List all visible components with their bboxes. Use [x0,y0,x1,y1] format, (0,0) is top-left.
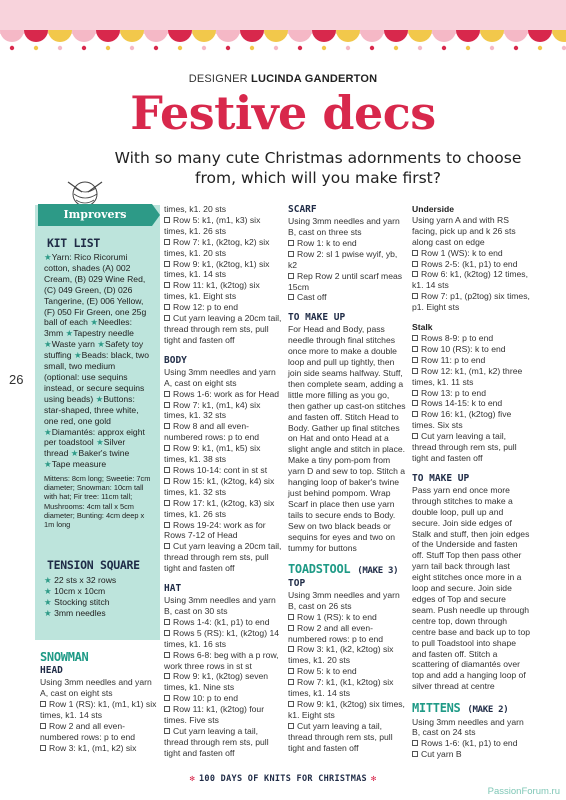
pattern-row [164,726,282,759]
row-text: Cut yarn B [421,749,462,760]
tension-list [44,575,152,619]
pattern-row [164,628,282,650]
checkbox-icon[interactable] [288,646,294,652]
bunting-dot [202,46,206,50]
pattern-row [164,498,282,520]
pattern-row [164,313,282,346]
row-text: Rows 19-24: work as for Rows 7-12 of Head [164,519,266,541]
checkbox-icon[interactable] [164,728,170,734]
checkbox-icon[interactable] [412,346,418,352]
star-icon: ★ [44,459,52,470]
checkbox-icon[interactable] [412,368,418,374]
pattern-row [412,248,530,259]
pattern-row [412,333,530,344]
row-continuation: times, k1. 20 sts [164,204,227,214]
kit-item: Safety toy stuffing [44,339,144,361]
star-icon: ★ [97,339,105,350]
pattern-row [288,612,406,623]
page-subtitle: With so many cute Christmas adornments to choose from, which will you make first? [114,149,522,188]
snowman-section [40,650,160,754]
bunting-band [0,0,566,34]
row-text: Row 3: k1, (k2, k2tog) six times, k1. 20 sts [288,644,394,666]
checkbox-icon[interactable] [412,357,418,363]
pattern-row [164,476,282,498]
checkbox-icon[interactable] [164,304,170,310]
checkbox-icon[interactable] [164,445,170,451]
bunting-dot [106,46,110,50]
row-text: Rows 14-15: k to end [421,398,503,409]
bunting-flag [456,30,480,42]
head-intro: Using 3mm needles and yarn A, cast on eight sts [40,677,152,699]
pattern-row [412,749,530,760]
pattern-row [288,271,406,293]
pattern-row [412,269,530,291]
page-footer [0,774,566,785]
bunting-dot [274,46,278,50]
make-up-heading: TO MAKE UP [288,312,346,324]
tension-item: 3mm needles [54,607,106,618]
row-text: Cut yarn leaving a tail, thread through rem sts, pull tight and fasten off [164,726,269,758]
stalk-heading: Stalk [412,322,433,333]
pattern-row [412,259,530,270]
bunting-dot [538,46,542,50]
checkbox-icon[interactable] [412,400,418,406]
row-text: Row 12: k1, (m1, k2) three times, k1. 11 sts [412,365,523,387]
checkbox-icon[interactable] [164,619,170,625]
snowman-heading: SNOWMAN [40,650,89,664]
star-icon: ★ [44,339,52,350]
checkbox-icon[interactable] [412,261,418,267]
row-text: Rows 5 (RS): k1, (k2tog) 14 times, k1. 16 sts [164,627,280,649]
checkbox-icon[interactable] [164,467,170,473]
pattern-row [164,693,282,704]
pattern-row [164,520,282,542]
pattern-row [412,344,530,355]
star-icon: ★ [70,448,79,459]
row-text: Row 10: p to end [173,693,238,704]
pattern-row [412,291,530,313]
row-text: Row 7: k1, (m1, k4) six times, k1. 32 sts [164,399,261,421]
underside-heading: Underside [412,204,455,214]
kit-item: Needles: 3mm [44,317,132,339]
row-text: Row 5: k1, (m1, k3) six times, k1. 26 sts [164,214,261,236]
row-text: Row 11: p to end [421,354,486,365]
scarf-heading: SCARF [288,204,317,215]
checkbox-icon[interactable] [164,706,170,712]
pattern-row [40,721,160,743]
pattern-row [412,398,530,409]
checkbox-icon[interactable] [40,745,46,751]
bunting-flag [336,30,360,42]
row-text: Row 12: p to end [173,302,238,313]
make-up-text: Pass yarn end once more through stitches to make a double loop, pull up and secure. Join side edges of Stalk and stuff, then join edges of the Underside and fasten off. Stuff Top then pass other yarn tail back through last eight stitches once more in a loop and secure. Join side edges of Top and secure seam. Push needle up through centre top, down through centre base and back up to top to pull Toadstool into shape and fasten off. Stitch a scattering of diamantés over top and add a hanging loop of silver thread at centre [412,484,531,692]
bunting-flag [288,30,312,42]
row-text: Row 1 (RS): k to end [297,611,377,622]
kit-item: Waste yarn [51,339,95,350]
bunting-flag [384,30,408,42]
row-text: Row 6: k1, (k2tog) 12 times, k1. 14 sts [412,269,528,291]
checkbox-icon[interactable] [412,250,418,256]
bunting-dot [154,46,158,50]
pattern-row [164,443,282,465]
snowflake-icon: ✻ [370,774,377,784]
body-intro: Using 3mm needles and yarn A, cast on eight sts [164,366,276,388]
checkbox-icon[interactable] [40,723,46,729]
row-text: Row 3: k1, (m1, k2) six [49,742,137,753]
bunting-flag [552,30,566,42]
checkbox-icon[interactable] [164,500,170,506]
pattern-row [164,421,282,443]
pattern-row [164,465,282,476]
row-text: Row 1 (WS): k to end [421,247,503,258]
checkbox-icon[interactable] [288,294,294,300]
checkbox-icon[interactable] [164,239,170,245]
pattern-row [288,292,406,303]
bunting-dot [82,46,86,50]
bunting-flag [432,30,456,42]
pattern-row [40,743,160,754]
checkbox-icon[interactable] [412,293,418,299]
bunting-dot [58,46,62,50]
row-text: Row 17: k1, (k2tog, k3) six times, k1. 26 sts [164,497,275,519]
bunting-dot [514,46,518,50]
kit-item: Baker's twine [78,448,130,459]
row-text: Row 9: k1, (k2tog) six times, k1. Eight sts [288,698,405,720]
bunting-flag [192,30,216,42]
pattern-row [412,388,530,399]
bunting-flag [504,30,528,42]
bunting-dot [322,46,326,50]
row-text: Row 8 and all even-numbered rows: p to end [164,421,260,443]
star-icon: ★ [44,252,52,262]
row-text: Row 5: k to end [297,666,357,677]
checkbox-icon[interactable] [412,740,418,746]
row-text: Row 2 and all even-numbered rows: p to end [40,720,136,742]
checkbox-icon[interactable] [164,478,170,484]
bunting-flag [96,30,120,42]
checkbox-icon[interactable] [288,668,294,674]
row-text: Row 1: k to end [297,237,357,248]
pattern-row [412,409,530,431]
pattern-row [288,666,406,677]
hat-intro: Using 3mm needles and yarn B, cast on 30 sts [164,595,276,617]
row-text: Rows 6-8: beg with a p row, work three rows in st st [164,649,279,671]
checkbox-icon[interactable] [164,402,170,408]
checkbox-icon[interactable] [164,217,170,223]
pattern-row [412,431,530,464]
checkbox-icon[interactable] [412,335,418,341]
row-text: Row 16: k1, (k2tog) five times. Six sts [412,409,512,431]
bunting-dot [34,46,38,50]
row-text: Rows 1-6: work as for Head [173,388,280,399]
checkbox-icon[interactable] [412,390,418,396]
row-text: Rows 1-4: (k1, p1) to end [173,616,270,627]
star-icon: ★ [44,596,52,607]
star-icon: ★ [65,328,74,339]
mittens-heading [412,701,530,716]
pattern-row [164,541,282,574]
pattern-row [412,738,530,749]
checkbox-icon[interactable] [164,652,170,658]
pattern-row [164,671,282,693]
row-text: Row 11: k1, (k2tog) six times, k1. Eight sts [164,280,260,302]
row-text: Row 2: sl 1 pwise wyif, yb, k2 [288,248,398,270]
pattern-row [164,704,282,726]
bunting-flag [216,30,240,42]
star-icon: ★ [44,585,52,596]
row-text: Rows 1-6: (k1, p1) to end [421,738,518,749]
kit-item: Tapestry needle [73,328,134,339]
bunting-dot [346,46,350,50]
pattern-row [164,302,282,313]
row-text: Row 7: p1, (p2tog) six times, p1. Eight sts [412,291,530,313]
checkbox-icon[interactable] [164,695,170,701]
tension-heading: TENSION SQUARE [47,558,140,572]
bunting-flag [120,30,144,42]
snowflake-icon: ✻ [189,774,196,784]
pattern-row [164,215,282,237]
row-text: Rows 10-14: cont in st st [173,465,268,475]
pattern-row [164,237,282,259]
bunting-flag [0,30,24,42]
bunting-flag [144,30,168,42]
checkbox-icon[interactable] [412,751,418,757]
bunting-dot [130,46,134,50]
pattern-row [288,721,406,754]
make-up-heading: TO MAKE UP [412,472,470,484]
pattern-row [164,400,282,422]
column-4 [412,204,530,760]
bunting-dot [418,46,422,50]
kit-yarn: Yarn: Rico Ricorumi cotton, shades (A) 002 Cream, (B) 029 Wine Red, (C) 049 Green, (D) 026 Tangerine, (E) 006 Yellow, (F) 050 Fir Green, one 25g ball of each [44,252,147,328]
bunting-flag [240,30,264,42]
bunting-flag [168,30,192,42]
row-text: Cast off [297,292,327,303]
row-text: Row 9: k1, (m1, k5) six times, k1. 38 sts [164,443,261,465]
kit-item: Silver thread [44,437,126,459]
row-text: Row 7: k1, (k2tog, k2) six times, k1. 20 sts [164,236,270,258]
tension-item: Stocking stitch [54,596,110,607]
checkbox-icon[interactable] [288,614,294,620]
head-heading: HEAD [40,665,63,677]
checkbox-icon[interactable] [288,273,294,279]
bunting-dot [178,46,182,50]
designer-name: LUCINDA GANDERTON [251,73,378,85]
bunting-dot [298,46,302,50]
bunting-dot [442,46,446,50]
row-text: Row 2 and all even-numbered rows: p to end [288,622,384,644]
pattern-row [288,644,406,666]
page-number: 26 [9,372,24,387]
row-text: Rows 2-5: (k1, p1) to end [421,258,518,269]
row-text: Cut yarn leaving a 20cm tail, thread through rem sts, pull tight and fasten off [164,313,282,345]
pattern-row [288,677,406,699]
pattern-row [288,249,406,271]
bunting-flag [408,30,432,42]
footer-text: 100 DAYS OF KNITS FOR CHRISTMAS [199,774,367,784]
row-text: Row 11: k1, (k2tog) four times. Five sts [164,704,265,726]
mittens-count: (MAKE 2) [467,705,509,716]
pattern-row [412,366,530,388]
pattern-row [164,650,282,672]
watermark: PassionForum.ru [487,786,560,797]
star-icon: ★ [96,437,104,448]
checkbox-icon[interactable] [288,625,294,631]
designer-prefix: DESIGNER [188,73,248,85]
checkbox-icon[interactable] [288,701,294,707]
checkbox-icon[interactable] [40,701,46,707]
checkbox-icon[interactable] [164,282,170,288]
checkbox-icon[interactable] [288,723,294,729]
row-text: Row 9: k1, (k2tog, k1) six times, k1. 14 sts [164,258,270,280]
bunting-flag [312,30,336,42]
row-text: Rows 8-9: p to end [421,332,494,343]
bunting-dot [394,46,398,50]
bunting-flag [528,30,552,42]
pattern-row [288,699,406,721]
bunting-dot [250,46,254,50]
checkbox-icon[interactable] [164,522,170,528]
star-icon: ★ [90,317,99,328]
column-3 [288,204,406,753]
mittens-intro: Using 3mm needles and yarn B, cast on 24 sts [412,716,524,738]
pattern-row [288,623,406,645]
checkbox-icon[interactable] [412,271,418,277]
bunting-flag [360,30,384,42]
bunting-dot [10,46,14,50]
bunting-dot [466,46,470,50]
bunting-flag [480,30,504,42]
star-icon: ★ [44,575,52,585]
row-text: Row 15: k1, (k2tog, k4) six times, k1. 32 sts [164,475,275,497]
mittens-title: MITTENS [412,701,461,716]
kit-item: Beads: black, two small, two medium (optional: use sequins instead, or secure sequins using beads) [44,350,150,404]
bunting-dot [370,46,374,50]
page-title: Festive decs [130,86,436,140]
checkbox-icon[interactable] [164,673,170,679]
tension-item: 22 sts x 32 rows [54,575,117,585]
star-icon: ★ [73,350,82,361]
kit-list-heading: KIT LIST [47,236,100,250]
row-text: Row 9: k1, (k2tog) seven times, k1. Nine sts [164,671,269,693]
column-2 [164,204,282,759]
bunting-dot [562,46,566,50]
pattern-row [164,617,282,628]
underside-intro: Using yarn A and with RS facing, pick up and k 26 sts along cast on edge [412,214,516,247]
scarf-intro: Using 3mm needles and yarn B, cast on three sts [288,216,400,237]
bunting-flag [48,30,72,42]
hat-heading: HAT [164,583,182,595]
kit-item: Buttons: star-shaped, three white, one red, one gold [44,393,139,426]
row-text: Cut yarn leaving a tail, thread through rem sts, pull tight and fasten off [288,720,393,753]
bunting-flag [72,30,96,42]
kit-item: Diamantés: approx eight per toadstool [44,426,145,448]
checkbox-icon[interactable] [164,391,170,397]
bunting-dot [226,46,230,50]
star-icon: ★ [44,426,52,437]
top-heading: TOP [288,577,306,589]
body-heading: BODY [164,354,187,366]
toadstool-count: (MAKE 3) [357,566,399,577]
star-icon: ★ [44,607,52,618]
pattern-row [40,699,160,721]
checkbox-icon[interactable] [288,251,294,257]
pattern-row [164,259,282,281]
pattern-row [164,389,282,400]
checkbox-icon[interactable] [288,679,294,685]
pattern-row [288,238,406,249]
checkbox-icon[interactable] [164,261,170,267]
checkbox-icon[interactable] [412,433,418,439]
checkbox-icon[interactable] [164,630,170,636]
pattern-row [412,355,530,366]
top-intro: Using 3mm needles and yarn B, cast on 26 sts [288,589,400,611]
kit-item: Tape measure [51,459,107,470]
checkbox-icon[interactable] [164,543,170,549]
finished-sizes: Mittens: 8cm long; Sweetie: 7cm diameter; Snowman: 10cm tall with hat; Fir tree: 11cm tall; Mushrooms: 4cm tall x 5cm diameter; Bunting: 4cm deep x 1m long [44,474,151,529]
make-up-text: For Head and Body, pass needle through final stitches once more to make a double loop and pull up tightly, then join side seams halfway. Stuff, then complete seam, adding a little more filling as you go, then gather up cast-on stitches and fasten off. Stitch Head to Body. Gather up final stitches on Hat and onto Head at a slight angle and stitch in place. Make a tiny pom-pom from yarn D and sew to top. Stitch a hanging loop of baker's twine just behind pompom. Wrap Scarf in place then use yarn tails to secure ends to Body. Sew on two black beads or sequins for eyes and two on tummy for buttons [288,324,406,553]
row-text: Row 1 (RS): k1, (m1, k1) six times, k1. 14 sts [40,699,157,721]
bunting-dot [490,46,494,50]
toadstool-title: TOADSTOOL [288,562,351,577]
checkbox-icon[interactable] [412,411,418,417]
checkbox-icon[interactable] [288,240,294,246]
bunting-flag [24,30,48,42]
row-text: Row 10 (RS): k to end [421,343,506,354]
skill-level-badge: Improvers [38,204,152,226]
pattern-row [164,280,282,302]
row-text: Cut yarn leaving a tail, thread through rem sts, pull tight and fasten off [412,431,517,463]
tension-item: 10cm x 10cm [54,585,106,596]
toadstool-heading [288,562,406,577]
checkbox-icon[interactable] [164,423,170,429]
row-text: Row 13: p to end [421,387,486,398]
bunting-border [0,0,566,56]
row-text: Row 7: k1, (k1, k2tog) six times, k1. 14 sts [288,677,394,699]
row-text: Cut yarn leaving a 20cm tail, thread through rem sts, pull tight and fasten off [164,541,282,574]
star-icon: ★ [95,393,104,404]
kit-list [44,252,152,529]
bunting-flag [264,30,288,42]
row-text: Rep Row 2 until scarf meas 15cm [288,270,403,292]
checkbox-icon[interactable] [164,315,170,321]
